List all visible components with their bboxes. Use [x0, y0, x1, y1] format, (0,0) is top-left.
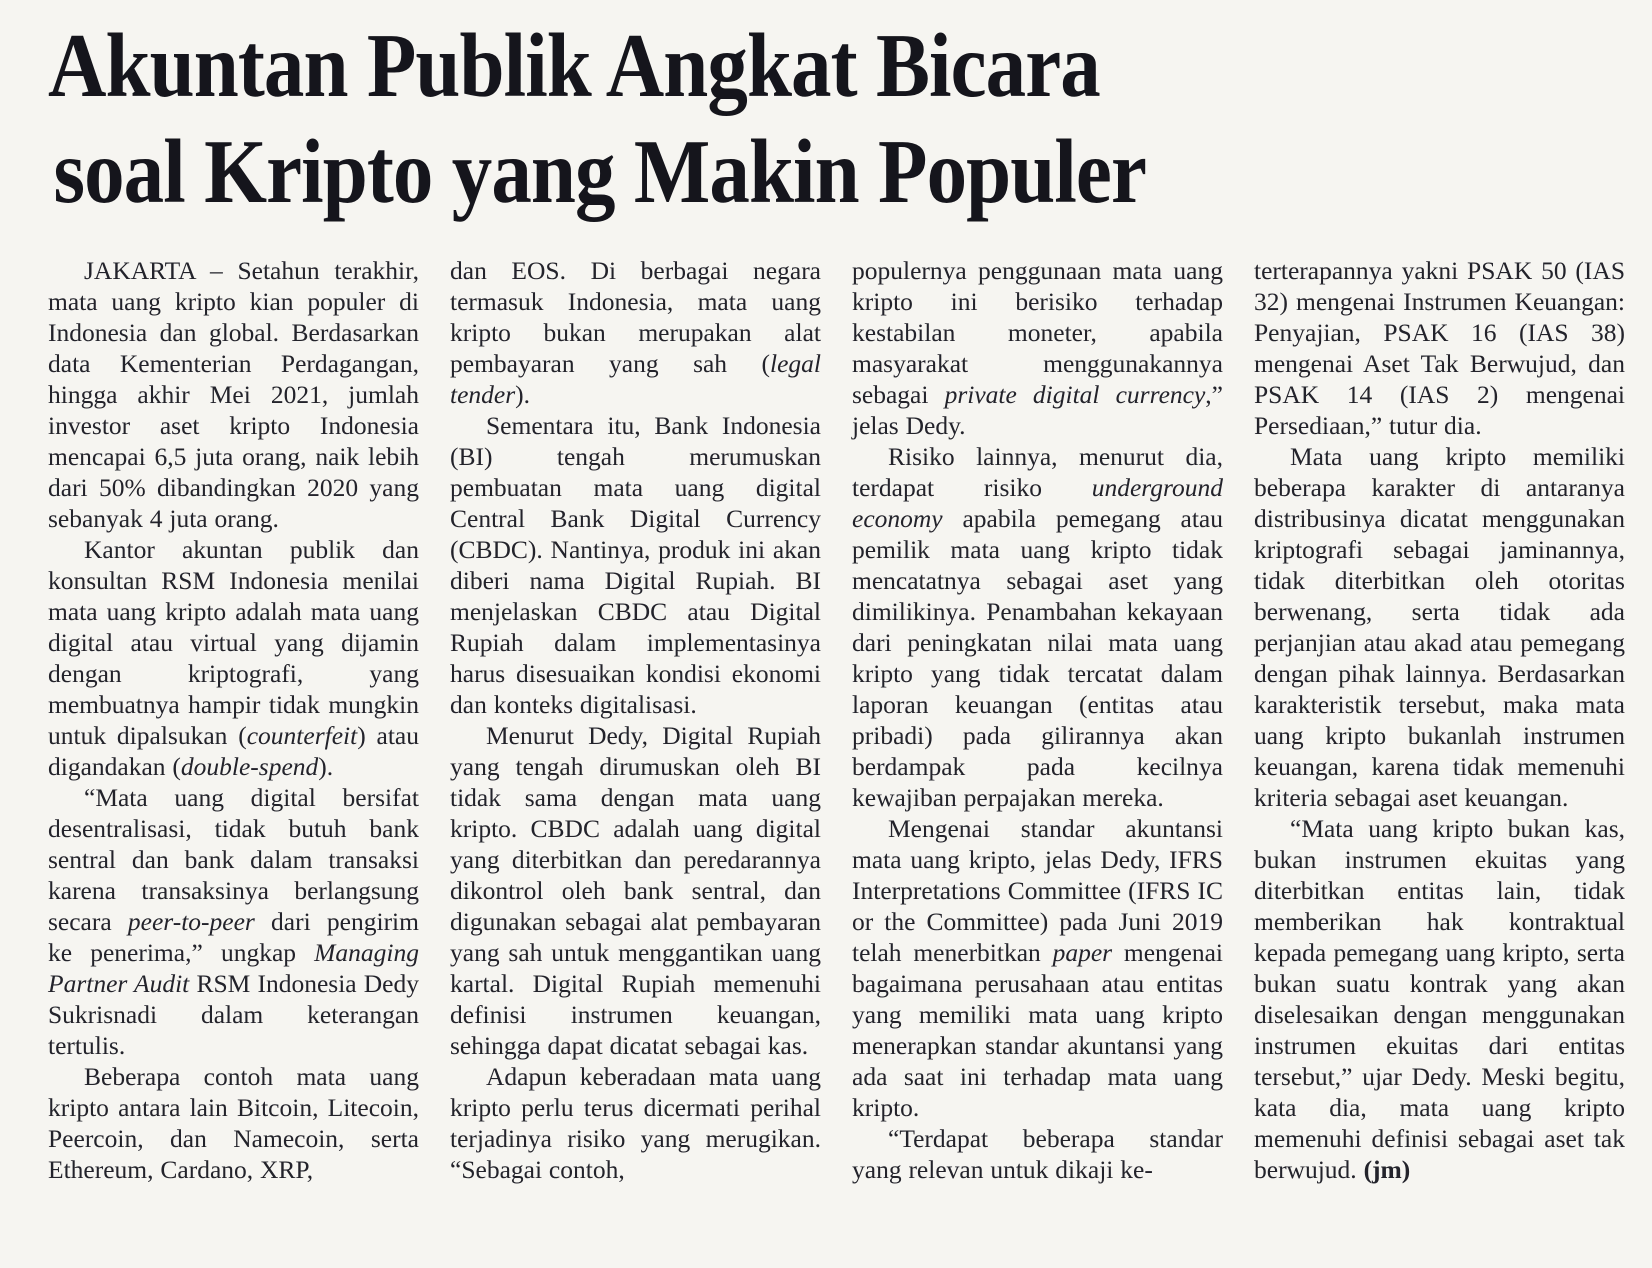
article-column-1 — [48, 255, 419, 1185]
text-segment: underground economy — [852, 473, 1223, 534]
text-segment: RSM Indonesia Dedy Sukrisnadi dalam keterangan tertulis. — [48, 969, 419, 1061]
text-segment: peer-to-peer — [127, 907, 255, 937]
text-segment: Managing Partner Audit — [48, 938, 419, 999]
text-segment: ) atau digandakan ( — [48, 721, 419, 782]
paragraph — [48, 1061, 419, 1185]
text-segment: Sementara itu, Bank Indonesia (BI) tengah merumuskan pembuatan mata uang digital Central Bank Digital Currency (CBDC). Nantinya, produk ini akan diberi nama Digital Rupiah. BI menjelaskan CBDC atau Digital Rupiah dalam implementasinya harus disesuaikan kondisi ekonomi dan konteks digitalisasi. — [450, 411, 821, 720]
text-segment: “Mata uang digital bersifat desentralisasi, tidak butuh bank sentral dan bank dalam transaksi karena transaksinya berlangsung secara — [48, 783, 419, 937]
text-segment: paper — [1052, 938, 1113, 968]
headline-line-1: Akuntan Publik Angkat Bicara — [48, 16, 1100, 117]
text-segment: Adapun keberadaan mata uang kripto perlu terus dicermati perihal terjadinya risiko yang merugikan. “Sebagai contoh, — [450, 1062, 821, 1185]
text-segment: apabila pemegang atau pemilik mata uang kripto tidak mencatatnya sebagai aset yang dimilikinya. Penambahan kekayaan dari peningkatan nilai mata uang kripto yang tidak tercatat dalam laporan keuangan (entitas atau pribadi) pada gilirannya akan berdampak pada kecilnya kewajiban perpajakan mereka. — [852, 504, 1223, 813]
paragraph — [852, 441, 1223, 813]
text-segment: “Mata uang kripto bukan kas, bukan instrumen ekuitas yang diterbitkan entitas lain, tidak memberikan hak kontraktual kepada pemegang uang kripto, serta bukan suatu kontrak yang akan diselesaikan dengan menggunakan instrumen ekuitas dari entitas tersebut,” ujar Dedy. Meski begitu, kata dia, mata uang kripto memenuhi definisi sebagai aset tak berwujud. — [1254, 814, 1625, 1185]
text-segment: populernya penggunaan mata uang kripto ini berisiko terhadap kestabilan moneter, apabila masyarakat menggunakannya sebagai — [852, 256, 1223, 410]
text-segment: Risiko lainnya, menurut dia, terdapat risiko — [852, 442, 1223, 503]
text-segment: mengenai bagaimana perusahaan atau entitas yang memiliki mata uang kripto menerapkan standar akuntansi yang ada saat ini terhadap mata uang kripto. — [852, 938, 1224, 1123]
article-column-3 — [852, 255, 1223, 1185]
text-segment: ,” jelas Dedy. — [852, 380, 1223, 441]
paragraph — [48, 534, 419, 782]
text-segment: Mengenai standar akuntansi mata uang kripto, jelas Dedy, IFRS Interpretations Committee (IFRS IC or the Committee) pada Juni 2019 telah menerbitkan — [852, 814, 1223, 968]
article-column-2 — [450, 255, 821, 1185]
article-headline — [48, 14, 1625, 225]
paragraph — [450, 255, 821, 410]
text-segment: private digital currency — [944, 380, 1206, 410]
paragraph — [450, 720, 821, 1061]
text-segment: (jm) — [1363, 1155, 1411, 1185]
text-segment: “Terdapat beberapa standar yang relevan untuk dikaji ke- — [852, 1124, 1223, 1185]
text-segment: legal tender — [450, 349, 821, 410]
paragraph — [48, 255, 419, 534]
headline-line-2: soal Kripto yang Makin Populer — [53, 121, 1146, 223]
paragraph — [450, 1061, 821, 1185]
text-segment: Beberapa contoh mata uang kripto antara lain Bitcoin, Litecoin, Peercoin, dan Namecoin, serta Ethereum, Cardano, XRP, — [48, 1062, 419, 1185]
text-segment: dan EOS. Di berbagai negara termasuk Indonesia, mata uang kripto bukan merupakan alat pembayaran yang sah ( — [450, 256, 821, 379]
paragraph — [852, 255, 1223, 441]
text-segment: ). — [515, 380, 531, 410]
text-segment: terterapannya yakni PSAK 50 (IAS 32) mengenai Instrumen Keuangan: Penyajian, PSAK 16 (IAS 38) mengenai Aset Tak Berwujud, dan PSAK 14 (IAS 2) mengenai Persediaan,” tutur dia. — [1254, 256, 1625, 441]
text-segment: Kantor akuntan publik dan konsultan RSM Indonesia menilai mata uang kripto adalah mata uang digital atau virtual yang dijamin dengan kriptografi, yang membuatnya hampir tidak mungkin untuk dipalsukan ( — [48, 535, 419, 751]
paragraph — [1254, 255, 1625, 441]
text-segment: counterfeit — [246, 721, 358, 751]
text-segment: Mata uang kripto memiliki beberapa karakter di antaranya distribusinya dicatat menggunakan kriptografi sebagai jaminannya, tidak diterbitkan oleh otoritas berwenang, serta tidak ada perjanjian atau akad atau pemegang dengan pihak lainnya. Berdasarkan karakteristik tersebut, maka mata uang kripto bukanlah instrumen keuangan, karena tidak memenuhi kriteria sebagai aset keuangan. — [1254, 442, 1625, 813]
paragraph — [852, 813, 1223, 1123]
text-segment: ). — [318, 752, 334, 782]
paragraph — [48, 782, 419, 1061]
text-segment: Menurut Dedy, Digital Rupiah yang tengah dirumuskan oleh BI tidak sama dengan mata uang kripto. CBDC adalah uang digital yang diterbitkan dan peredarannya dikontrol oleh bank sentral, dan digunakan sebagai alat pembayaran yang sah untuk menggantikan uang kartal. Digital Rupiah memenuhi definisi instrumen keuangan, sehingga dapat dicatat sebagai kas. — [450, 721, 821, 1061]
paragraph — [1254, 813, 1625, 1185]
article-column-4 — [1254, 255, 1625, 1185]
article-body — [48, 255, 1625, 1185]
text-segment: dari pengirim ke penerima,” ungkap — [48, 907, 419, 968]
text-segment: double-spend — [180, 752, 319, 782]
text-segment: JAKARTA – Setahun terakhir, mata uang kripto kian populer di Indonesia dan global. Berdasarkan data Kementerian Perdagangan, hingga akhir Mei 2021, jumlah investor aset kripto Indonesia mencapai 6,5 juta orang, naik lebih dari 50% dibandingkan 2020 yang sebanyak 4 juta orang. — [48, 256, 419, 534]
paragraph — [852, 1123, 1223, 1185]
paragraph — [1254, 441, 1625, 813]
paragraph — [450, 410, 821, 720]
